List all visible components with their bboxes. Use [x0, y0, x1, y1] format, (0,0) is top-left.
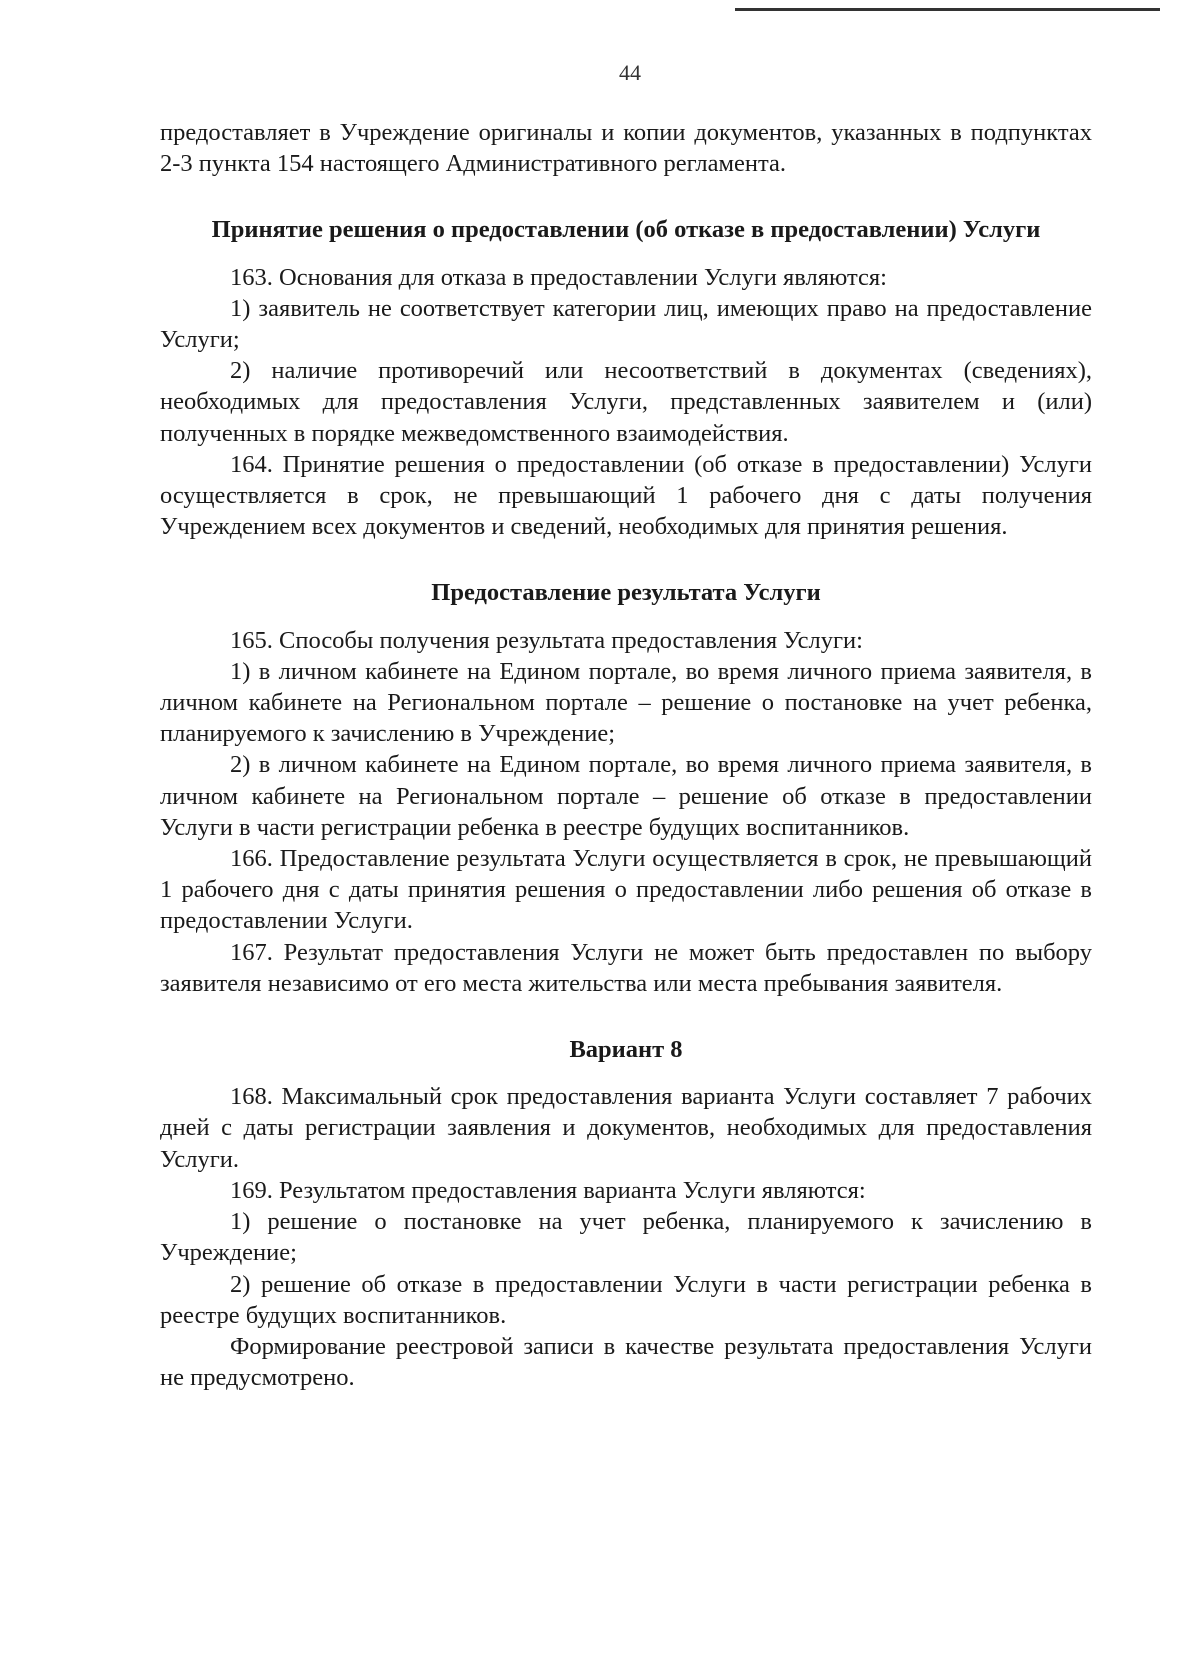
- section-heading-variant-8: Вариант 8: [569, 1036, 683, 1064]
- paragraph-169-item-2: 2) решение об отказе в предоставлении Услуги в части регистрации ребенка в реестре будущих воспитанников.: [160, 1270, 1092, 1329]
- paragraph-166: 166. Предоставление результата Услуги осуществляется в срок, не превышающий 1 рабочего дня с даты принятия решения о предоставлении либо решения об отказе в предоставлении Услуги.: [160, 845, 1092, 935]
- paragraph-168: 168. Максимальный срок предоставления варианта Услуги составляет 7 рабочих дней с даты регистрации заявления и документов, необходимых для предоставления Услуги.: [160, 1083, 1092, 1173]
- paragraph-165-item-2: 2) в личном кабинете на Едином портале, во время личного приема заявителя, в личном кабинете на Региональном портале – решение об отказе в предоставлении Услуги в части регистрации ребенка в реестре будущих воспитанников.: [160, 751, 1092, 841]
- document-body: [160, 117, 1092, 1393]
- paragraph-165-item-1: 1) в личном кабинете на Едином портале, во время личного приема заявителя, в личном кабинете на Региональном портале – решение о постановке на учет ребенка, планируемого к зачислению в Учреждение;: [160, 657, 1092, 748]
- top-rule: [735, 8, 1160, 11]
- paragraph-registry-record: Формирование реестровой записи в качестве результата предоставления Услуги не предусмотрено.: [160, 1332, 1092, 1392]
- page-number: 44: [619, 60, 641, 85]
- paragraph-167: 167. Результат предоставления Услуги не может быть предоставлен по выбору заявителя независимо от его места жительства или места пребывания заявителя.: [160, 938, 1092, 997]
- section-heading-result: Предоставление результата Услуги: [431, 579, 821, 607]
- section-heading-decision: Принятие решения о предоставлении (об отказе в предоставлении) Услуги: [211, 216, 1041, 244]
- paragraph-169-item-1: 1) решение о постановке на учет ребенка, планируемого к зачислению в Учреждение;: [160, 1208, 1092, 1267]
- continuation-paragraph: предоставляет в Учреждение оригиналы и копии документов, указанных в подпунктах 2-3 пункта 154 настоящего Административного регламента.: [160, 119, 1092, 178]
- paragraph-169: 169. Результатом предоставления варианта Услуги являются:: [230, 1176, 866, 1204]
- paragraph-165: 165. Способы получения результата предоставления Услуги:: [230, 626, 863, 654]
- paragraph-163: 163. Основания для отказа в предоставлении Услуги являются:: [230, 263, 887, 291]
- paragraph-164: 164. Принятие решения о предоставлении (об отказе в предоставлении) Услуги осуществляется в срок, не превышающий 1 рабочего дня с даты получения Учреждением всех документов и сведений, необходимых для принятия решения.: [160, 450, 1092, 541]
- paragraph-163-item-1: 1) заявитель не соответствует категории лиц, имеющих право на предоставление Услуги;: [160, 294, 1092, 354]
- paragraph-163-item-2: 2) наличие противоречий или несоответствий в документах (сведениях), необходимых для предоставления Услуги, представленных заявителем и (или) полученных в порядке межведомственного взаимодействия.: [160, 357, 1092, 447]
